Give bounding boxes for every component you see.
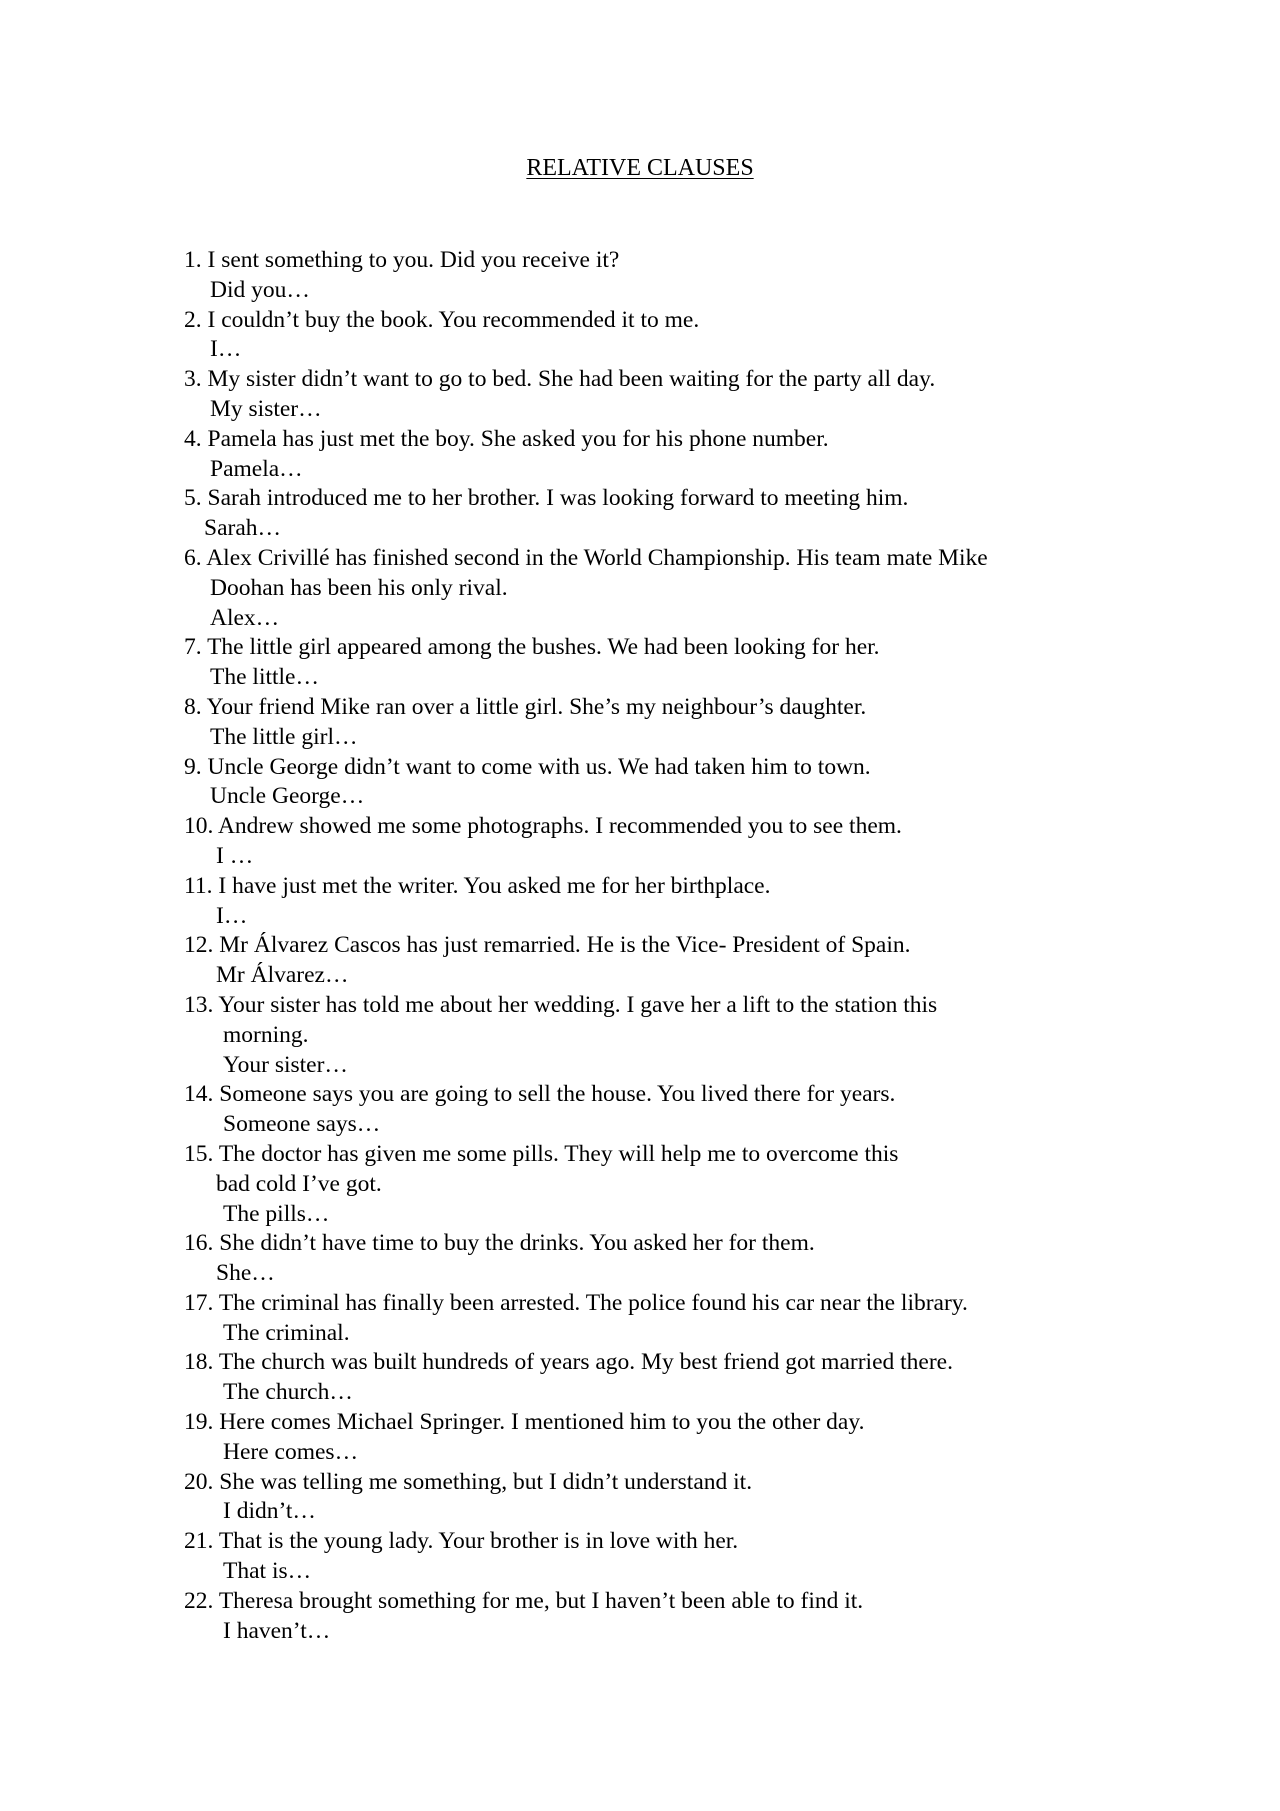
exercise-question: 5. Sarah introduced me to her brother. I was looking forward to meeting him. (184, 485, 909, 512)
exercise-answer-prompt: The church… (223, 1379, 353, 1406)
exercise-answer-prompt: Sarah… (204, 515, 282, 542)
exercise-answer-prompt: I … (216, 842, 254, 869)
exercise-question: 14. Someone says you are going to sell the house. You lived there for years. (184, 1081, 896, 1108)
exercise-answer-prompt: That is… (223, 1558, 312, 1585)
exercise-answer-prompt: The criminal. (223, 1319, 350, 1346)
exercise-answer-prompt: The little girl… (210, 723, 358, 750)
exercise-answer-prompt: The little… (210, 664, 319, 691)
exercise-question-continuation: morning. (223, 1021, 309, 1048)
exercise-answer-prompt: I didn’t… (223, 1498, 316, 1525)
exercise-question: 17. The criminal has finally been arrested. The police found his car near the library. (184, 1289, 968, 1316)
exercise-question: 12. Mr Álvarez Cascos has just remarried. He is the Vice- President of Spain. (184, 932, 911, 959)
exercise-answer-prompt: Pamela… (210, 455, 303, 482)
exercise-question: 18. The church was built hundreds of years ago. My best friend got married there. (184, 1349, 953, 1376)
exercise-answer-prompt: The pills… (223, 1200, 330, 1227)
exercise-question: 7. The little girl appeared among the bushes. We had been looking for her. (184, 634, 880, 661)
exercise-question: 22. Theresa brought something for me, but I haven’t been able to find it. (184, 1587, 864, 1614)
exercise-answer-prompt: I… (216, 902, 248, 929)
exercise-answer-prompt: Your sister… (223, 1051, 348, 1078)
exercise-answer-prompt: Here comes… (223, 1438, 359, 1465)
exercise-question: 16. She didn’t have time to buy the drinks. You asked her for them. (184, 1230, 815, 1257)
exercise-answer-prompt: She… (216, 1260, 275, 1287)
exercise-question: 2. I couldn’t buy the book. You recommended it to me. (184, 306, 700, 333)
exercise-answer-prompt: Mr Álvarez… (216, 962, 349, 989)
exercise-question: 8. Your friend Mike ran over a little girl. She’s my neighbour’s daughter. (184, 693, 867, 720)
exercise-question-continuation: bad cold I’ve got. (216, 1170, 382, 1197)
exercise-question: 20. She was telling me something, but I didn’t understand it. (184, 1468, 753, 1495)
exercise-question: 19. Here comes Michael Springer. I mentioned him to you the other day. (184, 1409, 865, 1436)
exercise-question: 10. Andrew showed me some photographs. I recommended you to see them. (184, 813, 902, 840)
exercise-question: 11. I have just met the writer. You asked me for her birthplace. (184, 872, 771, 899)
exercise-answer-prompt: I haven’t… (223, 1617, 331, 1644)
exercise-question: 6. Alex Crivillé has finished second in the World Championship. His team mate Mike (184, 544, 988, 571)
exercise-question: 21. That is the young lady. Your brother is in love with her. (184, 1528, 739, 1555)
exercise-question: 4. Pamela has just met the boy. She asked you for his phone number. (184, 425, 829, 452)
exercise-question: 13. Your sister has told me about her wedding. I gave her a lift to the station this (184, 991, 938, 1018)
exercise-question: 1. I sent something to you. Did you receive it? (184, 247, 620, 273)
exercise-answer-prompt: Alex… (210, 604, 280, 631)
exercise-answer-prompt: I… (210, 336, 242, 363)
exercise-answer-prompt: My sister… (210, 395, 322, 422)
exercise-question: 9. Uncle George didn’t want to come with us. We had taken him to town. (184, 753, 871, 780)
exercise-answer-prompt: Did you… (210, 276, 310, 303)
page-title: RELATIVE CLAUSES (526, 155, 754, 181)
exercise-answer-prompt: Someone says… (223, 1111, 381, 1138)
exercise-question-continuation: Doohan has been his only rival. (210, 574, 508, 601)
exercise-question: 3. My sister didn’t want to go to bed. She had been waiting for the party all day. (184, 366, 936, 393)
exercise-answer-prompt: Uncle George… (210, 783, 365, 810)
exercise-question: 15. The doctor has given me some pills. They will help me to overcome this (184, 1140, 899, 1167)
exercise-list (184, 246, 1184, 1646)
